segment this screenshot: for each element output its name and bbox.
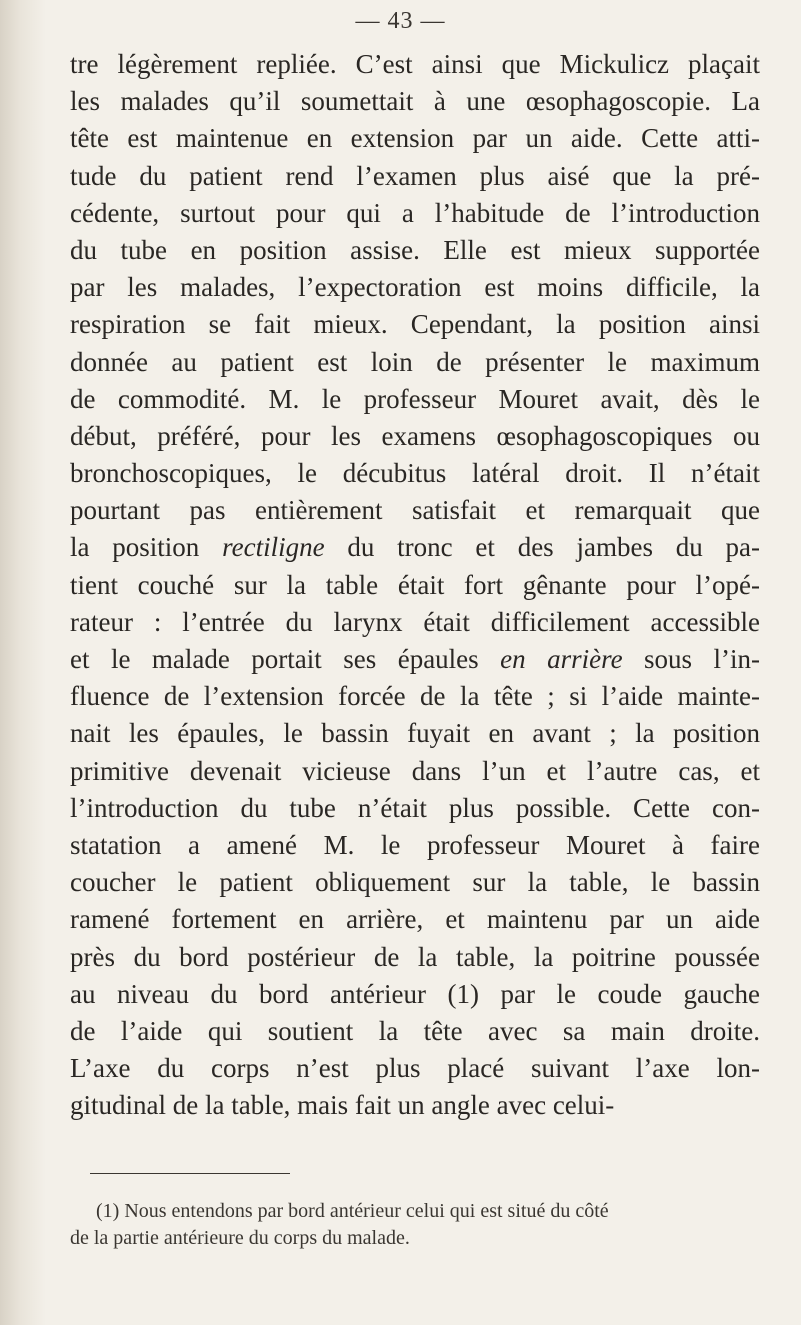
text-line: coucher le patient obliquement sur la table, le bassin bbox=[70, 867, 760, 898]
text-line: les malades qu’il soumettait à une œsophagoscopie. La bbox=[70, 86, 760, 117]
footnote-line: de la partie antérieure du corps du malade. bbox=[70, 1227, 410, 1249]
text-line: pourtant pas entièrement satisfait et remarquait que bbox=[70, 495, 760, 526]
text-line: primitive devenait vicieuse dans l’un et l’autre cas, et bbox=[70, 755, 760, 786]
text-line: de commodité. M. le professeur Mouret avait, dès le bbox=[70, 383, 760, 414]
text-line: statation a amené M. le professeur Mouret à faire bbox=[70, 829, 760, 860]
text-segment: la position bbox=[70, 532, 223, 563]
text-line: tête est maintenue en extension par un aide. Cette atti- bbox=[70, 123, 760, 154]
text-line: par les malades, l’expectoration est moins difficile, la bbox=[70, 272, 760, 303]
text-segment: sous l’in- bbox=[622, 644, 760, 674]
page-binding-edge bbox=[0, 0, 46, 1325]
page-number: — 43 — bbox=[355, 8, 446, 34]
text-line: début, préféré, pour les examens œsophagoscopiques ou bbox=[70, 420, 760, 451]
footnote-rule bbox=[90, 1173, 290, 1174]
text-line: rateur : l’entrée du larynx était difficilement accessible bbox=[70, 606, 760, 637]
text-line: bronchoscopiques, le décubitus latéral droit. Il n’était bbox=[70, 458, 760, 489]
text-line: gitudinal de la table, mais fait un angle avec celui- bbox=[70, 1090, 615, 1121]
text-line: tude du patient rend l’examen plus aisé que la pré- bbox=[70, 160, 760, 191]
text-line-with-italic bbox=[70, 641, 760, 678]
text-line: ramené fortement en arrière, et maintenu par un aide bbox=[70, 904, 760, 935]
text-line: respiration se fait mieux. Cependant, la position ainsi bbox=[70, 309, 760, 340]
footnote bbox=[70, 1198, 760, 1252]
text-line: de l’aide qui soutient la tête avec sa main droite. bbox=[70, 1015, 760, 1046]
text-line: cédente, surtout pour qui a l’habitude de l’introduction bbox=[70, 197, 760, 228]
text-line: du tube en position assise. Elle est mieux supportée bbox=[70, 234, 760, 265]
italic-term: rectiligne bbox=[222, 532, 325, 563]
text-line: fluence de l’extension forcée de la tête ; si l’aide mainte- bbox=[70, 681, 760, 712]
text-line-with-italic bbox=[70, 529, 760, 566]
italic-term: en arrière bbox=[500, 644, 623, 674]
text-line: tre légèrement repliée. C’est ainsi que Mickulicz plaçait bbox=[70, 49, 760, 79]
text-line: L’axe du corps n’est plus placé suivant l’axe lon- bbox=[70, 1053, 760, 1084]
text-line: nait les épaules, le bassin fuyait en avant ; la position bbox=[70, 718, 760, 749]
text-line: près du bord postérieur de la table, la poitrine poussée bbox=[70, 941, 760, 972]
text-line: l’introduction du tube n’était plus possible. Cette con- bbox=[70, 792, 760, 823]
text-segment: du tronc et des jambes du pa- bbox=[324, 532, 760, 563]
text-line: donnée au patient est loin de présenter le maximum bbox=[70, 346, 760, 377]
text-segment: et le malade portait ses épaules bbox=[70, 644, 501, 674]
text-line: tient couché sur la table était fort gênante pour l’opé- bbox=[70, 569, 760, 600]
body-text bbox=[70, 46, 760, 1124]
footnote-line: (1) Nous entendons par bord antérieur celui qui est situé du côté bbox=[96, 1200, 609, 1222]
text-line: au niveau du bord antérieur (1) par le coude gauche bbox=[70, 978, 760, 1009]
